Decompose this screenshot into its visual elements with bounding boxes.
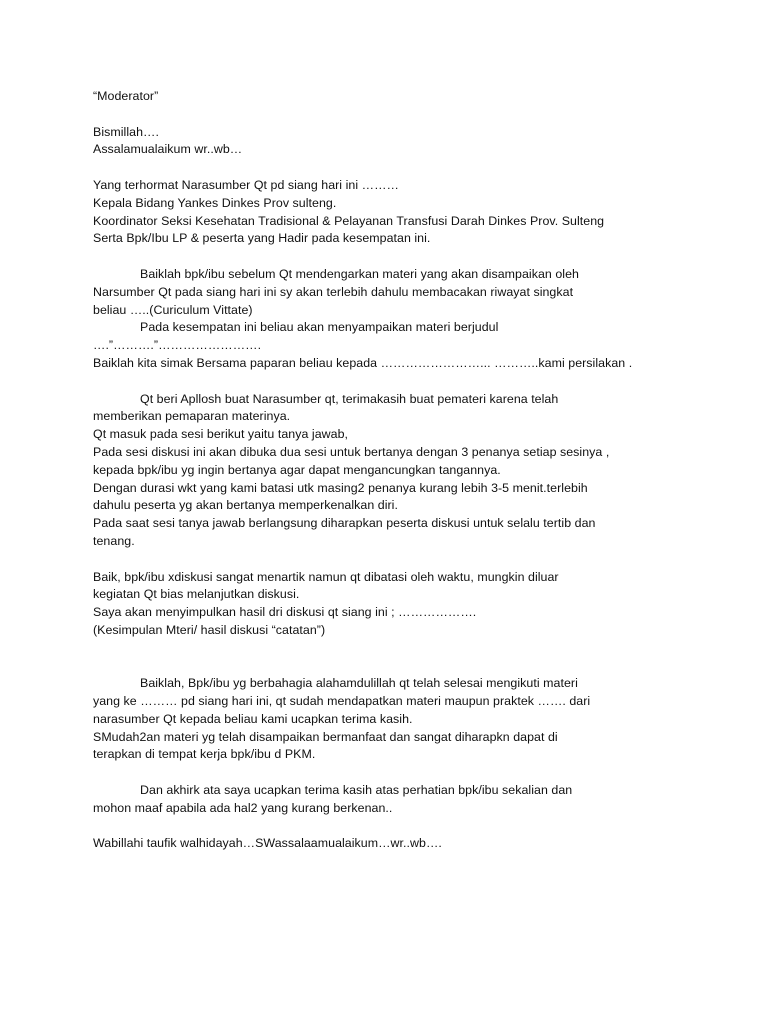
greeting-line: Yang terhormat Narasumber Qt pd siang hari ini ……… — [93, 177, 399, 192]
paragraph-gap — [93, 640, 693, 658]
document-body — [93, 88, 693, 853]
opening-line: Bismillah…. — [93, 124, 159, 139]
intro-line: Baiklah bpk/ibu sebelum Qt mendengarkan materi yang akan disampaikan oleh — [140, 266, 579, 281]
closing-line: yang ke ……… pd siang hari ini, qt sudah mendapatkan materi maupun praktek ……. dari — [93, 694, 591, 709]
paragraph-gap — [93, 658, 693, 676]
intro-line: beliau …..(Curiculum Vittate) — [93, 302, 253, 317]
session-line: memberikan pemaparan materinya. — [93, 409, 291, 424]
closing-line: SMudah2an materi yg telah disampaikan bermanfaat dan sangat diharapkn dapat di — [93, 729, 558, 744]
conclusion-line: kegiatan Qt bias melanjutkan diskusi. — [93, 587, 300, 602]
intro-line: Narsumber Qt pada siang hari ini sy akan terlebih dahulu membacakan riwayat singkat — [93, 284, 574, 299]
conclusion-line: Saya akan menyimpulkan hasil dri diskusi qt siang ini ; ………………. — [93, 605, 477, 620]
paragraph-gap — [93, 248, 693, 266]
session-line: tenang. — [93, 533, 135, 548]
session-line: Pada sesi diskusi ini akan dibuka dua sesi untuk bertanya dengan 3 penanya setiap sesinya , — [93, 444, 610, 459]
session-line: Qt masuk pada sesi berikut yaitu tanya jawab, — [93, 427, 349, 442]
document-title: “Moderator” — [93, 89, 159, 103]
greeting-line: Serta Bpk/Ibu LP & peserta yang Hadir pada kesempatan ini. — [93, 231, 431, 246]
session-line: Qt beri Apllosh buat Narasumber qt, terimakasih buat pemateri karena telah — [140, 391, 559, 406]
session-line: Dengan durasi wkt yang kami batasi utk masing2 penanya kurang lebih 3-5 menit.terlebih — [93, 480, 588, 495]
intro-line: Baiklah kita simak Bersama paparan beliau kepada ……………………... ………..kami persilakan . — [93, 355, 633, 370]
paragraph-gap — [93, 764, 693, 782]
closing-line: terapkan di tempat kerja bpk/ibu d PKM. — [93, 747, 316, 762]
opening-line: Assalamualaikum wr..wb… — [93, 142, 243, 157]
thanks-line: Dan akhirk ata saya ucapkan terima kasih atas perhatian bpk/ibu sekalian dan — [140, 783, 573, 798]
session-line: dahulu peserta yg akan bertanya memperkenalkan diri. — [93, 498, 398, 513]
paragraph-gap — [93, 818, 693, 836]
session-line: Pada saat sesi tanya jawab berlangsung diharapkan peserta diskusi untuk selalu tertib dan — [93, 516, 596, 531]
session-line: kepada bpk/ibu yg ingin bertanya agar dapat mengancungkan tangannya. — [93, 462, 501, 477]
final-salutation: Wabillahi taufik walhidayah…SWassalaamualaikum…wr..wb…. — [93, 836, 442, 851]
paragraph-gap — [93, 551, 693, 569]
intro-line: ….”……….”……………………. — [93, 338, 262, 353]
greeting-line: Kepala Bidang Yankes Dinkes Prov sulteng. — [93, 195, 337, 210]
conclusion-line: (Kesimpulan Mteri/ hasil diskusi “catatan”) — [93, 622, 326, 637]
closing-line: Baiklah, Bpk/ibu yg berbahagia alahamdulillah qt telah selesai mengikuti materi — [140, 676, 578, 691]
closing-line: narasumber Qt kepada beliau kami ucapkan terima kasih. — [93, 711, 413, 726]
intro-line: Pada kesempatan ini beliau akan menyampaikan materi berjudul — [140, 320, 499, 335]
thanks-line: mohon maaf apabila ada hal2 yang kurang berkenan.. — [93, 800, 393, 815]
conclusion-line: Baik, bpk/ibu xdiskusi sangat menartik namun qt dibatasi oleh waktu, mungkin diluar — [93, 569, 559, 584]
paragraph-gap — [93, 373, 693, 391]
paragraph-gap — [93, 159, 693, 177]
paragraph-gap — [93, 106, 693, 124]
greeting-line: Koordinator Seksi Kesehatan Tradisional & Pelayanan Transfusi Darah Dinkes Prov. Sulteng — [93, 213, 605, 228]
